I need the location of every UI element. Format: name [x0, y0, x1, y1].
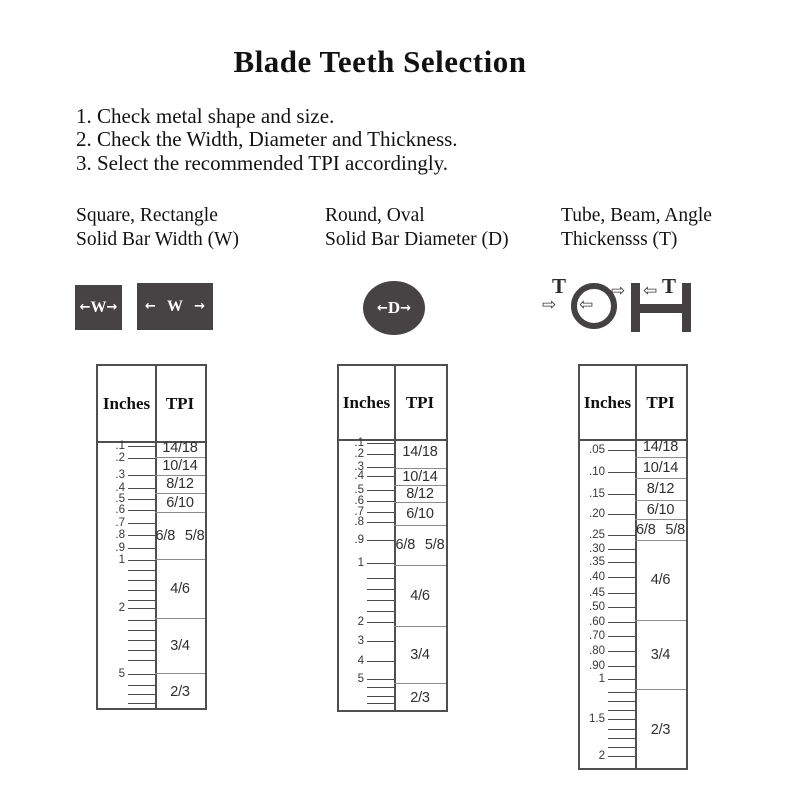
ruler-tick-labeled [339, 616, 394, 629]
ruler-tick-labeled [580, 466, 635, 479]
tick-line [128, 620, 155, 622]
tick-line [608, 549, 635, 551]
inches-value: .35 [589, 555, 605, 568]
page-title: Blade Teeth Selection [233, 44, 527, 79]
tpi-value: 14/18 [162, 439, 198, 456]
ruler-tick-labeled [339, 534, 394, 547]
h-beam-icon [631, 283, 691, 332]
tick-line [367, 703, 394, 705]
tpi-row [155, 618, 205, 673]
tpi-value: 10/14 [162, 458, 198, 474]
inches-value: .25 [589, 528, 605, 541]
inches-value: .5 [354, 483, 364, 496]
tpi-row [635, 689, 686, 770]
inches-value: 1 [118, 553, 125, 566]
tick-line [367, 476, 394, 478]
tick-line [128, 446, 155, 448]
ruler-tick-labeled [339, 448, 394, 461]
inches-value: 4 [357, 654, 364, 667]
tpi-row [635, 620, 686, 689]
tick-line [367, 563, 394, 565]
instructions [76, 105, 458, 175]
tpi-row [394, 626, 446, 683]
tick-line [367, 611, 394, 613]
inches-value: .30 [589, 542, 605, 555]
tick-line [608, 514, 635, 516]
tick-line [128, 674, 155, 676]
tick-line [608, 535, 635, 537]
inches-value: 3 [357, 634, 364, 647]
arrow-right-icon: → [106, 300, 118, 315]
ruler-tick-labeled [339, 470, 394, 483]
tick-line [128, 580, 155, 582]
tick-line [608, 607, 635, 609]
tpi-row [155, 493, 205, 512]
tpi-row [394, 437, 446, 468]
arrow-left-icon: ← [376, 300, 388, 316]
thickness-arrow-left-icon: ⇦ [643, 281, 658, 301]
ruler-tick [98, 697, 155, 710]
tick-line [608, 729, 635, 731]
inches-value: .50 [589, 600, 605, 613]
ruler-tick-labeled [98, 504, 155, 517]
inches-value: .15 [589, 487, 605, 500]
tick-line [367, 578, 394, 580]
tick-line [367, 540, 394, 542]
tick-line [367, 641, 394, 643]
tick-line [367, 589, 394, 591]
ruler-tick-labeled [580, 543, 635, 556]
tick-line [608, 666, 635, 668]
tick-line [128, 660, 155, 662]
arrow-left-icon: ← [145, 299, 156, 314]
tpi-row [394, 683, 446, 712]
ruler-tick-labeled [580, 673, 635, 686]
square-bar-width-icon [75, 285, 122, 330]
arrow-left-icon: ← [79, 300, 91, 315]
tpi-row [155, 475, 205, 493]
tick-line [128, 523, 155, 525]
tpi-value: 6/8 5/8 [155, 527, 205, 544]
tick-line [128, 535, 155, 537]
ruler-tick-labeled [580, 645, 635, 658]
ruler-tick-labeled [580, 601, 635, 614]
inches-column-header: Inches [102, 393, 151, 413]
inches-value: 5 [357, 672, 364, 685]
inches-value: .40 [589, 570, 605, 583]
inches-value: .1 [115, 439, 125, 452]
round-bar-diameter-icon [363, 281, 425, 335]
inches-value: .05 [589, 443, 605, 456]
tpi-table-thickness [578, 364, 688, 770]
ruler-tick-labeled [580, 630, 635, 643]
inches-value: .8 [115, 528, 125, 541]
tpi-column-header: TPI [405, 392, 435, 412]
inches-value: .7 [354, 505, 364, 518]
inches-value: .90 [589, 659, 605, 672]
thickness-arrow-right-icon: ⇨ [611, 281, 626, 301]
tick-line [128, 650, 155, 652]
inches-value: .45 [589, 586, 605, 599]
tick-line [608, 562, 635, 564]
tpi-value: 3/4 [410, 646, 430, 663]
tpi-row [155, 559, 205, 618]
heading-measure: Solid Bar Width (W) [76, 228, 239, 250]
tpi-row [155, 512, 205, 559]
inches-value: .7 [115, 516, 125, 529]
tick-line [128, 640, 155, 642]
column-heading-thickness [561, 204, 712, 251]
column-heading-diameter [325, 204, 509, 251]
tick-line [608, 636, 635, 638]
inches-value: .8 [354, 515, 364, 528]
tpi-value: 10/14 [642, 459, 679, 476]
tick-line [608, 494, 635, 496]
thickness-arrow-left-icon: ⇦ [579, 295, 594, 315]
tpi-column-header: TPI [646, 392, 675, 412]
tpi-row [394, 502, 446, 525]
ruler-tick [339, 697, 394, 710]
inches-value: .60 [589, 615, 605, 628]
tick-line [367, 661, 394, 663]
beam-web [640, 304, 682, 313]
heading-measure: Solid Bar Diameter (D) [325, 228, 509, 250]
heading-shape: Square, Rectangle [76, 205, 218, 226]
tick-line [128, 510, 155, 512]
inches-value: .2 [115, 451, 125, 464]
tpi-row [635, 457, 686, 478]
tick-line [367, 467, 394, 469]
inches-value: 1 [357, 556, 364, 569]
thickness-arrow-right-icon: ⇨ [542, 295, 557, 315]
heading-shape: Tube, Beam, Angle [561, 205, 712, 226]
tick-line [608, 738, 635, 740]
thickness-letter: T [662, 274, 677, 298]
ruler-tick-labeled [580, 529, 635, 542]
tick-line [608, 593, 635, 595]
tick-line [367, 522, 394, 524]
rectangle-bar-width-icon [137, 283, 213, 330]
tpi-row [635, 500, 686, 519]
ruler-tick-labeled [580, 587, 635, 600]
tpi-value: 10/14 [402, 468, 438, 485]
tick-line [608, 679, 635, 681]
tick-line [128, 694, 155, 696]
tpi-value: 4/6 [170, 580, 190, 597]
tick-line [128, 458, 155, 460]
inches-value: 2 [118, 601, 125, 614]
inches-value: .4 [354, 469, 364, 482]
ruler-tick-labeled [580, 750, 635, 763]
tick-line [128, 560, 155, 562]
tick-line [128, 548, 155, 550]
tick-line [128, 608, 155, 610]
inches-value: .80 [589, 644, 605, 657]
tick-line [608, 719, 635, 721]
tick-line [608, 747, 635, 749]
tick-line [367, 600, 394, 602]
width-letter: W [167, 297, 183, 315]
tpi-value: 2/3 [410, 689, 430, 706]
tpi-row [155, 673, 205, 710]
heading-measure: Thickensss (T) [561, 228, 678, 250]
ruler-tick-labeled [580, 660, 635, 673]
inches-value: .3 [115, 468, 125, 481]
arrow-right-icon: → [194, 299, 205, 314]
instruction-step-3: 3. Select the recommended TPI accordingly. [76, 150, 449, 175]
inches-column-header: Inches [342, 392, 391, 412]
tpi-value: 14/18 [642, 438, 679, 455]
tick-line [608, 701, 635, 703]
inches-column-header: Inches [583, 392, 632, 412]
ruler-tick-labeled [580, 508, 635, 521]
ruler-tick-labeled [98, 469, 155, 482]
tpi-value: 8/12 [646, 481, 675, 497]
tpi-column-header: TPI [165, 393, 195, 413]
tick-line [608, 450, 635, 452]
instruction-step-2: 2. Check the Width, Diameter and Thickness. [76, 127, 458, 152]
inches-value: .20 [589, 507, 605, 520]
tpi-value: 6/10 [646, 501, 675, 518]
tick-line [608, 472, 635, 474]
tpi-value: 3/4 [170, 637, 190, 654]
tpi-table-width [96, 364, 207, 710]
inches-value: .70 [589, 629, 605, 642]
tick-line [128, 703, 155, 705]
ruler-tick-labeled [580, 488, 635, 501]
diameter-letter: D [387, 298, 401, 317]
tick-line [128, 475, 155, 477]
arrow-right-icon: → [400, 300, 412, 316]
inches-value: .4 [115, 481, 125, 494]
tpi-table-diameter [337, 364, 448, 712]
ruler-tick-labeled [580, 571, 635, 584]
tick-line [367, 622, 394, 624]
tpi-row [394, 565, 446, 626]
tick-line [367, 687, 394, 689]
ruler-tick-labeled [339, 635, 394, 648]
tick-line [367, 443, 394, 445]
ruler-tick-labeled [580, 444, 635, 457]
tick-line [608, 622, 635, 624]
ruler-tick-labeled [98, 452, 155, 465]
tick-line [608, 692, 635, 694]
tick-line [367, 501, 394, 503]
ruler-tick-labeled [580, 556, 635, 569]
tpi-value: 2/3 [170, 683, 190, 700]
thickness-letter: T [552, 274, 567, 298]
tick-line [128, 488, 155, 490]
tick-line [128, 685, 155, 687]
inches-value: .9 [115, 541, 125, 554]
tpi-value: 6/10 [166, 494, 194, 511]
tpi-row [635, 478, 686, 500]
tpi-value: 3/4 [650, 646, 671, 663]
width-letter: W [90, 298, 107, 316]
tick-line [608, 710, 635, 712]
tick-line [367, 490, 394, 492]
tick-line [128, 630, 155, 632]
tpi-value: 4/6 [410, 587, 430, 604]
inches-value: 2 [598, 749, 605, 762]
ruler-tick-labeled [339, 655, 394, 668]
ruler-tick-labeled [580, 616, 635, 629]
ruler-tick-labeled [339, 557, 394, 570]
tpi-value: 6/8 5/8 [636, 521, 685, 538]
tick-line [128, 499, 155, 501]
tick-line [128, 590, 155, 592]
ruler-tick-labeled [98, 529, 155, 542]
inches-value: 1 [598, 672, 605, 685]
tpi-row [635, 540, 686, 620]
inches-value: .2 [354, 447, 364, 460]
inches-value: .6 [115, 503, 125, 516]
heading-shape: Round, Oval [325, 205, 425, 226]
tpi-row [635, 437, 686, 457]
tick-line [367, 454, 394, 456]
tpi-value: 8/12 [406, 485, 434, 502]
inches-value: .1 [354, 436, 364, 449]
tick-line [608, 756, 635, 758]
tpi-value: 6/8 5/8 [395, 537, 445, 553]
tpi-row [155, 439, 205, 457]
beam-flange [682, 283, 691, 332]
tick-line [608, 651, 635, 653]
inches-value: .9 [354, 533, 364, 546]
tpi-value: 4/6 [650, 572, 671, 588]
tick-line [128, 570, 155, 572]
tpi-row [394, 525, 446, 565]
ruler-tick-labeled [339, 516, 394, 529]
tick-line [367, 512, 394, 514]
tpi-row [155, 457, 205, 475]
tick-line [608, 577, 635, 579]
beam-flange [631, 283, 640, 332]
tpi-row [635, 519, 686, 540]
column-heading-width [76, 204, 239, 251]
inches-value: 5 [118, 667, 125, 680]
tpi-value: 14/18 [402, 444, 438, 460]
ruler-tick [98, 654, 155, 667]
inches-value: .10 [589, 465, 605, 478]
tpi-row [394, 485, 446, 502]
inches-value: .6 [354, 494, 364, 507]
tpi-value: 8/12 [166, 476, 194, 492]
instruction-step-1: 1. Check metal shape and size. [76, 104, 335, 128]
tpi-row [394, 468, 446, 485]
inches-value: 1.5 [589, 712, 605, 725]
inches-value: .3 [354, 460, 364, 473]
tpi-value: 2/3 [650, 721, 671, 738]
inches-value: .5 [115, 492, 125, 505]
tpi-value: 6/10 [406, 505, 434, 522]
inches-value: 2 [357, 615, 364, 628]
